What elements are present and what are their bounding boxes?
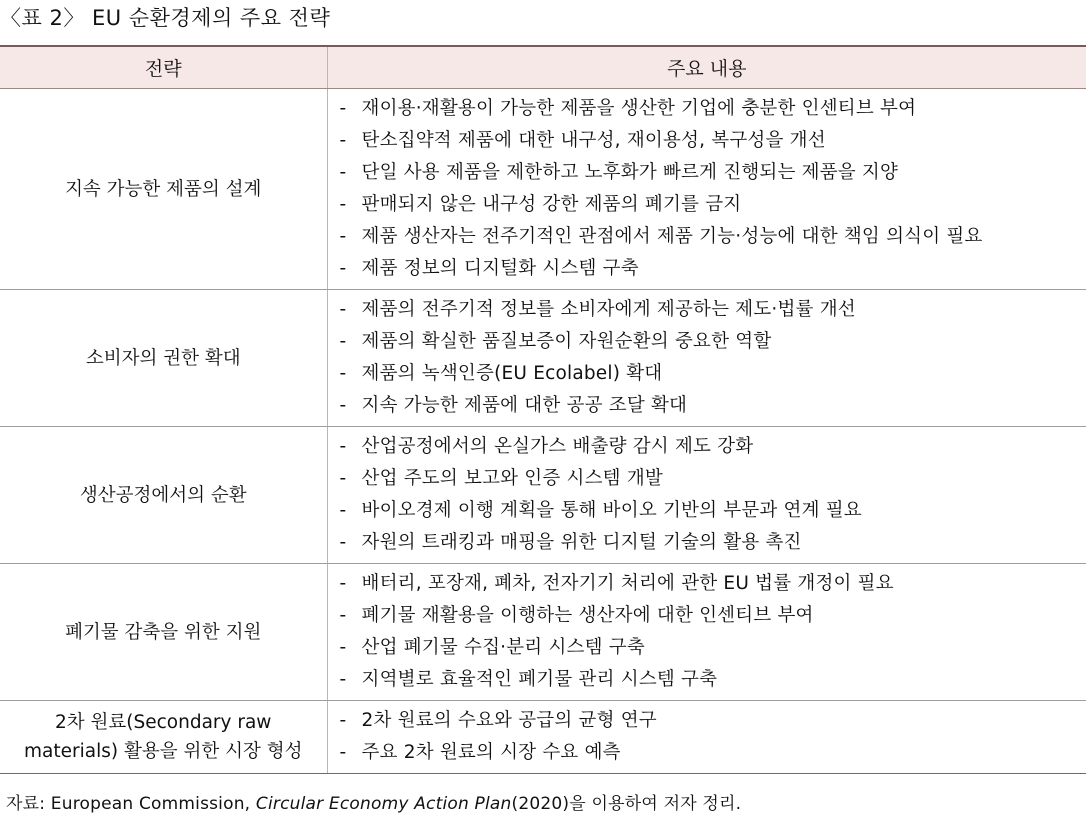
item-text: 산업공정에서의 온실가스 배출량 감시 제도 강화 <box>361 436 754 457</box>
category-line: 2차 원료(Secondary raw <box>55 712 272 733</box>
strategy-category: 지속 가능한 제품의 설계 <box>0 89 327 290</box>
item-text: 단일 사용 제품을 제한하고 노후화가 빠르게 진행되는 제품을 지양 <box>361 162 899 183</box>
dash-bullet: - <box>339 742 347 763</box>
list-item <box>340 737 1086 769</box>
dash-bullet: - <box>339 194 347 215</box>
table-header-row <box>0 46 1086 89</box>
item-text: 제품의 확실한 품질보증이 자원순환의 중요한 역할 <box>361 331 772 352</box>
strategy-category <box>0 701 327 774</box>
table-row <box>0 701 1086 774</box>
list-item <box>340 358 1086 390</box>
strategy-table <box>0 45 1086 774</box>
dash-bullet: - <box>339 710 347 731</box>
table-row <box>0 89 1086 290</box>
dash-bullet: - <box>339 605 347 626</box>
dash-bullet: - <box>339 98 347 119</box>
dash-bullet: - <box>339 258 347 279</box>
item-text: 재이용·재활용이 가능한 제품을 생산한 기업에 충분한 인센티브 부여 <box>361 98 917 119</box>
strategy-items <box>327 89 1086 290</box>
item-text: 바이오경제 이행 계획을 통해 바이오 기반의 부문과 연계 필요 <box>361 500 862 521</box>
strategy-items <box>327 701 1086 774</box>
dash-bullet: - <box>339 500 347 521</box>
header-contents: 주요 내용 <box>327 46 1086 89</box>
list-item <box>340 705 1086 737</box>
table-row <box>0 564 1086 701</box>
source-prefix: 자료: European Commission, <box>6 794 256 814</box>
source-suffix: (2020)을 이용하여 저자 정리. <box>511 794 742 814</box>
list-item <box>340 294 1086 326</box>
item-text: 탄소집약적 제품에 대한 내구성, 재이용성, 복구성을 개선 <box>361 130 826 151</box>
list-item <box>340 463 1086 495</box>
list-item <box>340 390 1086 422</box>
list-item <box>340 93 1086 125</box>
list-item <box>340 600 1086 632</box>
dash-bullet: - <box>339 532 347 553</box>
dash-bullet: - <box>339 130 347 151</box>
category-line: materials) 활용을 위한 시장 형성 <box>24 741 303 762</box>
strategy-items <box>327 290 1086 427</box>
item-text: 지속 가능한 제품에 대한 공공 조달 확대 <box>361 395 688 416</box>
item-text: 판매되지 않은 내구성 강한 제품의 폐기를 금지 <box>361 194 742 215</box>
source-note <box>6 793 741 815</box>
list-item <box>340 664 1086 696</box>
dash-bullet: - <box>339 299 347 320</box>
item-text: 산업 폐기물 수집·분리 시스템 구축 <box>361 637 645 658</box>
dash-bullet: - <box>339 669 347 690</box>
header-strategy: 전략 <box>0 46 327 89</box>
dash-bullet: - <box>339 363 347 384</box>
table-row <box>0 290 1086 427</box>
item-text: 제품의 녹색인증(EU Ecolabel) 확대 <box>361 363 663 384</box>
item-text: 제품의 전주기적 정보를 소비자에게 제공하는 제도·법률 개선 <box>361 299 856 320</box>
item-text: 자원의 트래킹과 매핑을 위한 디지털 기술의 활용 촉진 <box>361 532 802 553</box>
list-item <box>340 189 1086 221</box>
dash-bullet: - <box>339 162 347 183</box>
item-text: 제품 생산자는 전주기적인 관점에서 제품 기능·성능에 대한 책임 의식이 필요 <box>361 226 983 247</box>
list-item <box>340 125 1086 157</box>
list-item <box>340 157 1086 189</box>
strategy-category: 생산공정에서의 순환 <box>0 427 327 564</box>
item-text: 배터리, 포장재, 폐차, 전자기기 처리에 관한 EU 법률 개정이 필요 <box>361 573 894 594</box>
item-text: 지역별로 효율적인 폐기물 관리 시스템 구축 <box>361 669 718 690</box>
item-text: 산업 주도의 보고와 인증 시스템 개발 <box>361 468 663 489</box>
item-text: 2차 원료의 수요와 공급의 균형 연구 <box>361 710 657 731</box>
source-title: Circular Economy Action Plan <box>255 794 512 814</box>
dash-bullet: - <box>339 637 347 658</box>
dash-bullet: - <box>339 573 347 594</box>
item-text: 주요 2차 원료의 시장 수요 예측 <box>361 742 621 763</box>
list-item <box>340 632 1086 664</box>
dash-bullet: - <box>339 226 347 247</box>
list-item <box>340 527 1086 559</box>
item-text: 제품 정보의 디지털화 시스템 구축 <box>361 258 639 279</box>
item-text: 폐기물 재활용을 이행하는 생산자에 대한 인센티브 부여 <box>361 605 814 626</box>
table-title: 〈표 2〉 EU 순환경제의 주요 전략 <box>0 6 331 30</box>
list-item <box>340 431 1086 463</box>
list-item <box>340 568 1086 600</box>
list-item <box>340 495 1086 527</box>
dash-bullet: - <box>339 331 347 352</box>
strategy-items <box>327 427 1086 564</box>
list-item <box>340 326 1086 358</box>
list-item <box>340 253 1086 285</box>
strategy-category: 폐기물 감축을 위한 지원 <box>0 564 327 701</box>
strategy-category: 소비자의 권한 확대 <box>0 290 327 427</box>
dash-bullet: - <box>339 395 347 416</box>
list-item <box>340 221 1086 253</box>
dash-bullet: - <box>339 468 347 489</box>
dash-bullet: - <box>339 436 347 457</box>
strategy-items <box>327 564 1086 701</box>
table-row <box>0 427 1086 564</box>
